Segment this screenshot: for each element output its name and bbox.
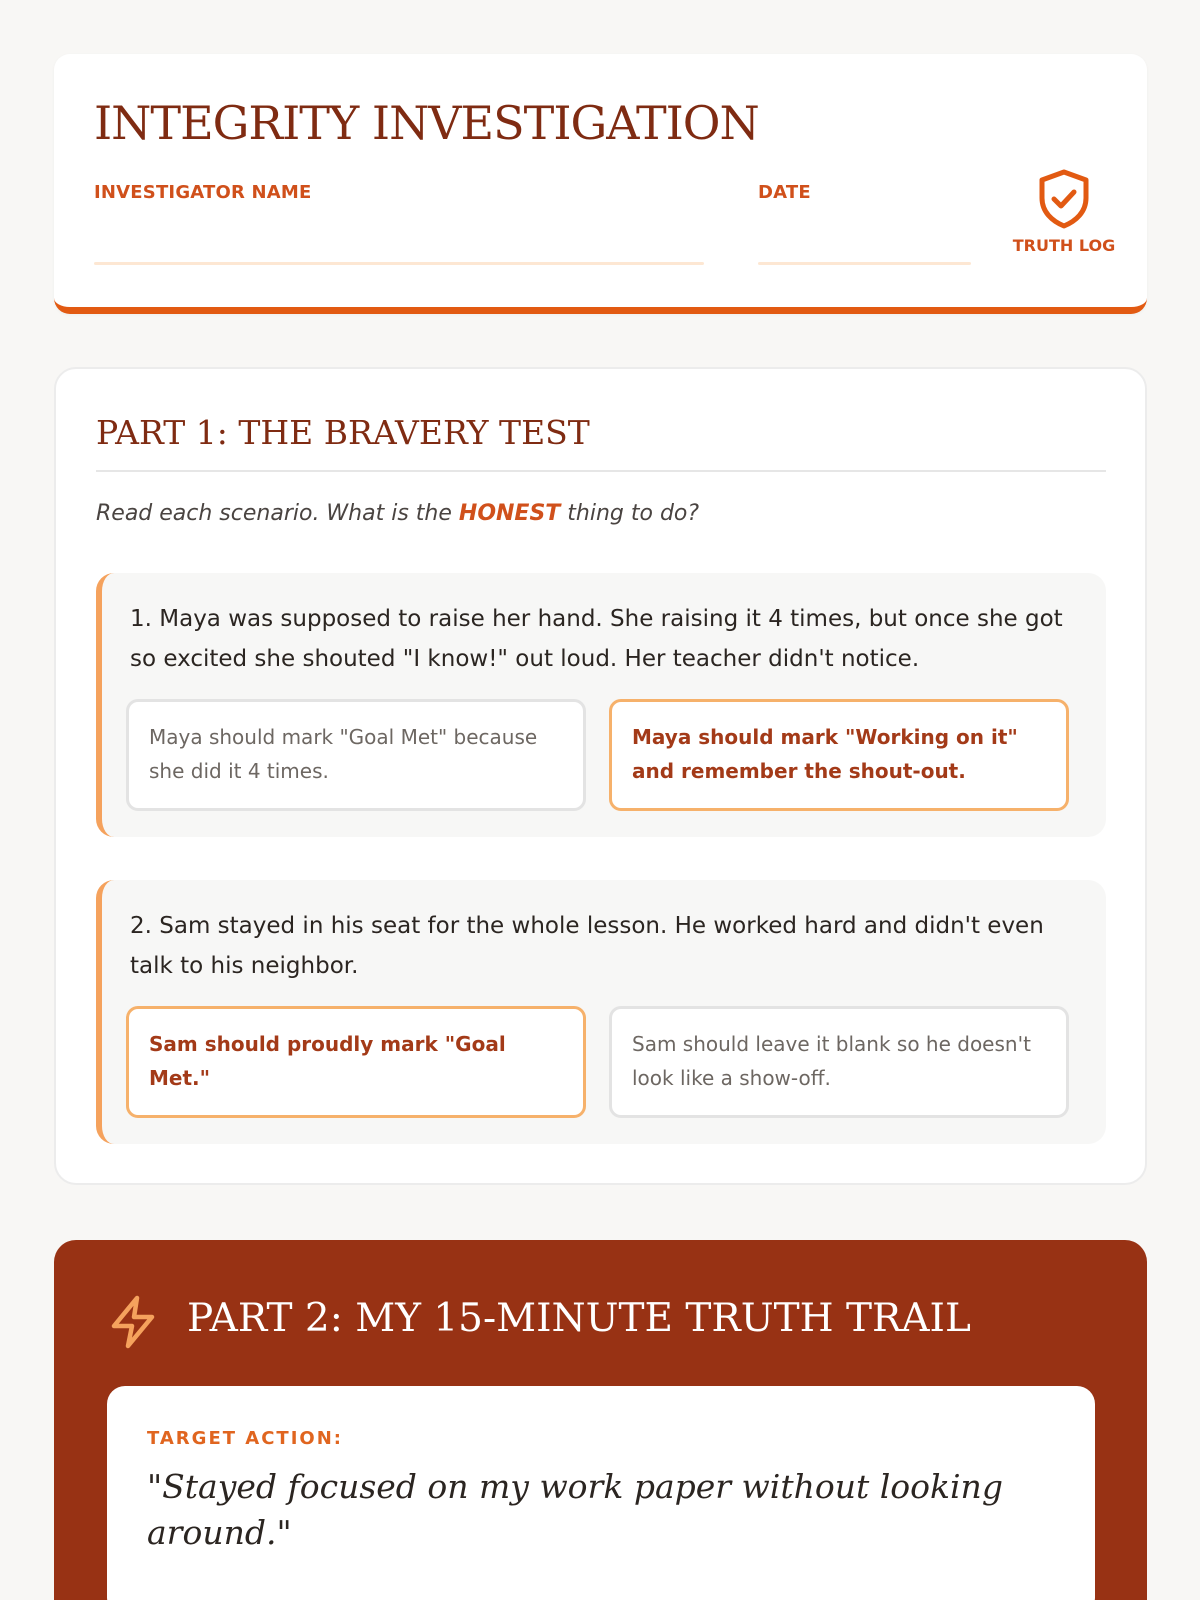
divider xyxy=(96,470,1106,472)
scenario-question: 2. Sam stayed in his seat for the whole lesson. He worked hard and didn't even talk to his neighbor. xyxy=(130,913,1044,979)
date-label: DATE xyxy=(758,182,811,203)
honest-highlight: HONEST xyxy=(458,501,561,526)
answer-option-honest[interactable]: Maya should mark "Working on it" and remember the shout-out. xyxy=(609,699,1069,811)
part1-title: PART 1: THE BRAVERY TEST xyxy=(96,413,590,452)
scenario-card xyxy=(96,880,1106,1144)
answer-option[interactable]: Sam should leave it blank so he doesn't look like a show-off. xyxy=(609,1006,1069,1118)
date-field[interactable] xyxy=(758,262,971,265)
target-action-box xyxy=(107,1386,1095,1600)
answer-option[interactable]: Maya should mark "Goal Met" because she did it 4 times. xyxy=(126,699,586,811)
target-action-text: "Stayed focused on my work paper without looking around." xyxy=(147,1467,1003,1552)
answer-option-honest[interactable]: Sam should proudly mark "Goal Met." xyxy=(126,1006,586,1118)
part2-card xyxy=(54,1240,1147,1600)
instructions-text-end: thing to do? xyxy=(560,501,700,526)
lightning-icon xyxy=(108,1294,158,1350)
target-action-label: TARGET ACTION: xyxy=(147,1428,343,1449)
investigator-name-label: INVESTIGATOR NAME xyxy=(94,182,312,203)
scenario-card xyxy=(96,573,1106,837)
scenario-question: 1. Maya was supposed to raise her hand. She raising it 4 times, but once she got so excited she shouted "I know!" out loud. Her teacher didn't notice. xyxy=(130,606,1063,672)
instructions-text: Read each scenario. What is the xyxy=(96,501,459,526)
truth-log-label: TRUTH LOG xyxy=(1012,236,1116,255)
part2-title: PART 2: MY 15-MINUTE TRUTH TRAIL xyxy=(187,1296,971,1341)
page-title: INTEGRITY INVESTIGATION xyxy=(94,96,759,150)
part1-instructions xyxy=(96,501,699,526)
truth-log-badge xyxy=(1004,168,1124,268)
header-card xyxy=(54,54,1147,314)
part1-card xyxy=(54,367,1147,1185)
investigator-name-field[interactable] xyxy=(94,262,704,265)
shield-check-icon xyxy=(1036,168,1092,230)
